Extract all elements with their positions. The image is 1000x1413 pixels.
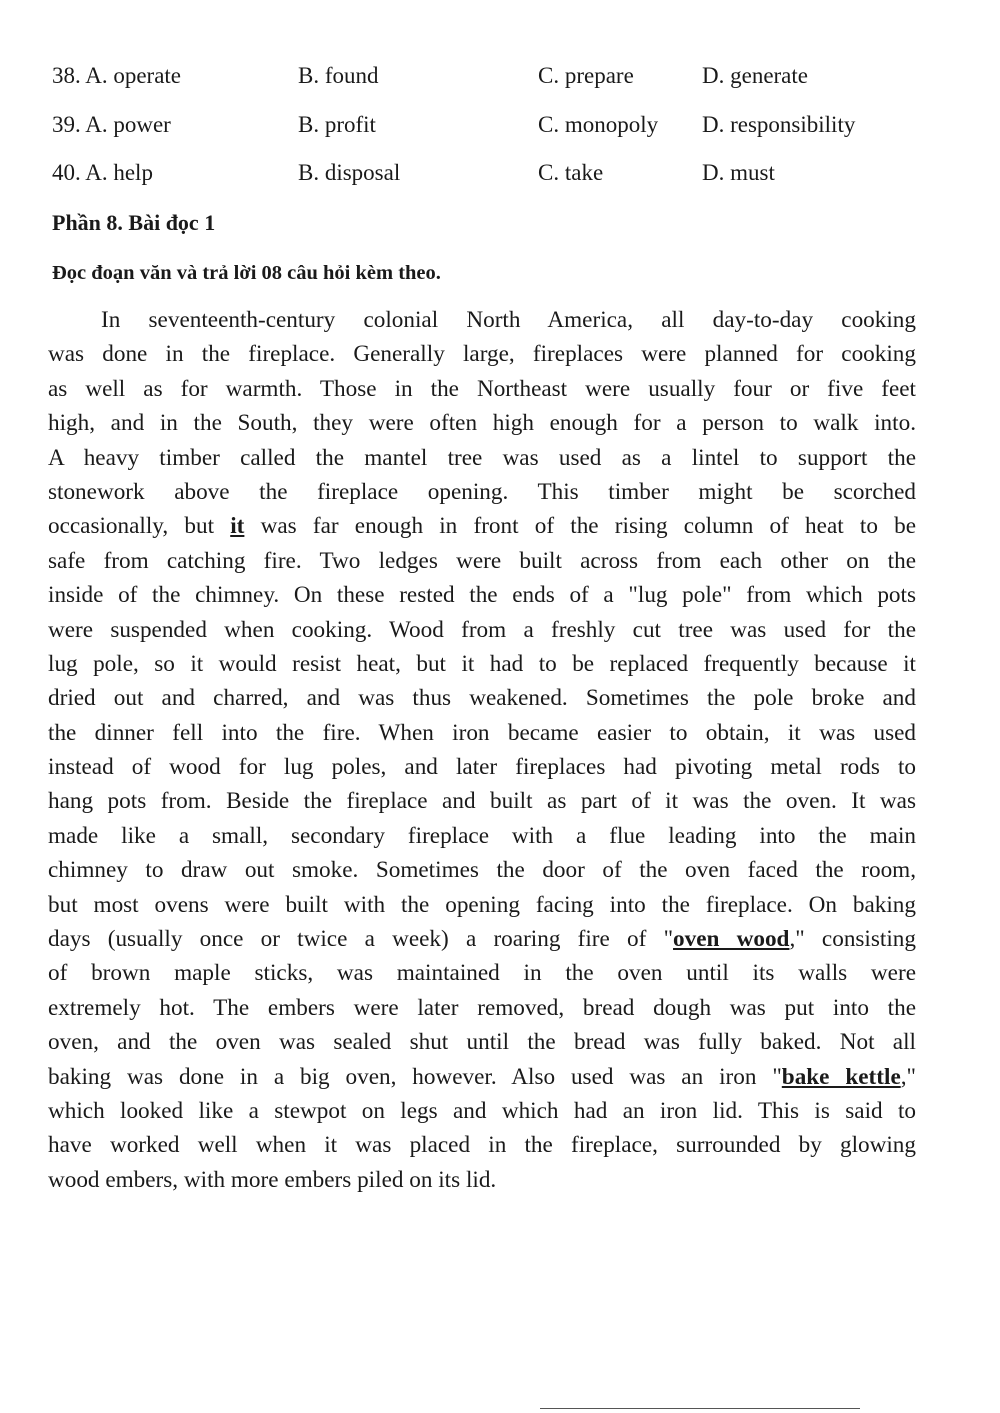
passage-line: made like a small, secondary fireplace with a flue leading into the main <box>48 822 916 849</box>
answer-row-38 <box>52 60 952 109</box>
passage-line: but most ovens were built with the opening facing into the fireplace. On baking <box>48 891 916 918</box>
highlighted-phrase-bake-kettle: bake kettle <box>781 1063 901 1090</box>
passage-line: chimney to draw out smoke. Sometimes the door of the oven faced the room, <box>48 857 916 884</box>
passage-line: of brown maple sticks, was maintained in the oven until its walls were <box>48 960 916 987</box>
option-c: C. prepare <box>538 63 634 88</box>
footer-rule <box>540 1408 860 1409</box>
passage-line: A heavy timber called the mantel tree was used as a lintel to support the <box>48 444 916 471</box>
passage-text: was far enough in front of the rising column of heat to be <box>244 513 916 540</box>
highlighted-word-it: it <box>230 513 245 540</box>
passage-line: In seventeenth-century colonial North America, all day-to-day cooking <box>101 307 916 333</box>
passage-line: oven, and the oven was sealed shut until the bread was fully baked. Not all <box>48 1029 916 1056</box>
passage-line: inside of the chimney. On these rested the ends of a "lug pole" from which pots <box>48 582 916 609</box>
passage-line <box>48 1060 916 1094</box>
reading-passage <box>48 303 916 1197</box>
option-d: D. responsibility <box>702 111 856 137</box>
passage-text: ," consisting <box>789 926 916 953</box>
passage-line: lug pole, so it would resist heat, but it had to be replaced frequently because it <box>48 650 916 677</box>
passage-line: which looked like a stewpot on legs and which had an iron lid. This is said to <box>48 1097 916 1124</box>
answer-row-40 <box>52 157 952 206</box>
passage-line: stonework above the fireplace opening. This timber might be scorched <box>48 478 916 505</box>
answer-options <box>52 60 952 206</box>
section-title: Phần 8. Bài đọc 1 <box>52 210 216 235</box>
option-a: 40. A. help <box>52 160 153 185</box>
option-d: D. must <box>702 160 775 185</box>
passage-line: high, and in the South, they were often high enough for a person to walk into. <box>48 410 916 437</box>
passage-line: was done in the fireplace. Generally large, fireplaces were planned for cooking <box>48 341 916 368</box>
section-instruction: Đọc đoạn văn và trả lời 08 câu hỏi kèm theo. <box>52 262 441 284</box>
option-c: C. monopoly <box>538 111 659 137</box>
option-d: D. generate <box>702 63 808 88</box>
passage-line: dried out and charred, and was thus weakened. Sometimes the pole broke and <box>48 685 916 712</box>
option-c: C. take <box>538 160 604 185</box>
passage-line: safe from catching fire. Two ledges were built across from each other on the <box>48 547 916 574</box>
passage-line: have worked well when it was placed in the fireplace, surrounded by glowing <box>48 1132 916 1159</box>
option-a: 39. A. power <box>52 111 171 137</box>
passage-line: wood embers, with more embers piled on its lid. <box>48 1166 497 1193</box>
passage-line: were suspended when cooking. Wood from a freshly cut tree was used for the <box>48 616 916 643</box>
option-a: 38. A. operate <box>52 63 182 88</box>
passage-line: the dinner fell into the fire. When iron became easier to obtain, it was used <box>48 719 916 746</box>
highlighted-phrase-oven-wood: oven wood <box>673 926 790 953</box>
option-b: B. disposal <box>298 160 401 185</box>
passage-text: baking was done in a big oven, however. Also used was an iron " <box>48 1063 782 1090</box>
option-b: B. found <box>298 63 379 88</box>
passage-line: hang pots from. Beside the fireplace and built as part of it was the oven. It was <box>48 788 916 815</box>
passage-text: occasionally, but <box>48 513 231 540</box>
passage-line <box>48 922 916 956</box>
passage-line: as well as for warmth. Those in the Northeast were usually four or five feet <box>48 375 916 402</box>
passage-line: extremely hot. The embers were later removed, bread dough was put into the <box>48 994 916 1021</box>
answer-row-39 <box>52 109 952 158</box>
passage-text: ," <box>900 1063 916 1090</box>
passage-text: days (usually once or twice a week) a roaring fire of " <box>48 926 674 953</box>
passage-line <box>48 509 916 543</box>
passage-line: instead of wood for lug poles, and later fireplaces had pivoting metal rods to <box>48 754 916 781</box>
option-b: B. profit <box>298 111 376 137</box>
